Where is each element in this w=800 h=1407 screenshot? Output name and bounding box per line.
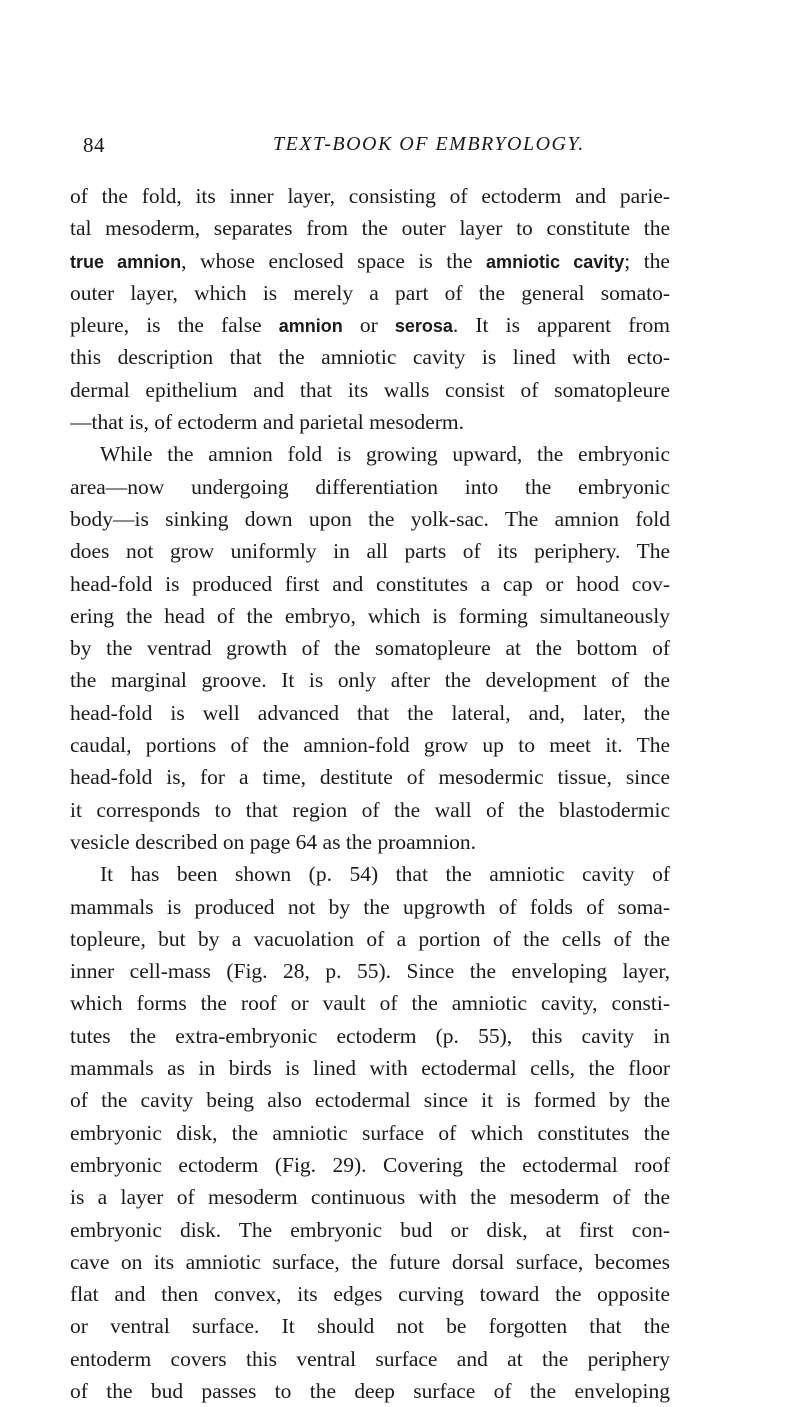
text-line: true amnion, whose enclosed space is the amniotic cavity; the: [70, 248, 670, 273]
text-line: area—now undergoing differentiation into the embryonic: [70, 474, 670, 499]
page-number: 84: [83, 133, 105, 157]
text-line: the marginal groove. It is only after the development of the: [70, 668, 670, 693]
text-line: or ventral surface. It should not be forgotten that the: [70, 1314, 670, 1339]
text-line: embryonic ectoderm (Fig. 29). Covering the ectodermal roof: [70, 1152, 670, 1177]
text-line: topleure, but by a vacuolation of a portion of the cells of the: [70, 926, 670, 951]
text-line: it corresponds to that region of the wall of the blastodermic: [70, 797, 670, 822]
text-line: ering the head of the embryo, which is forming simultaneously: [70, 603, 670, 628]
text-line: mammals as in birds is lined with ectodermal cells, the floor: [70, 1056, 670, 1081]
text-line: embryonic disk, the amniotic surface of which constitutes the: [70, 1120, 670, 1145]
term-true-amnion: true amnion: [70, 251, 182, 272]
text-line: caudal, portions of the amnion-fold grow up to meet it. The: [70, 733, 670, 758]
text-line: of the cavity being also ectodermal since it is formed by the: [70, 1088, 670, 1113]
text-line: dermal epithelium and that its walls consist of somatopleure: [70, 377, 670, 402]
text-line: head-fold is produced first and constitutes a cap or hood cov-: [70, 571, 670, 596]
text-line: embryonic disk. The embryonic bud or disk, at first con-: [70, 1217, 670, 1242]
text-line: While the amnion fold is growing upward, the embryonic: [100, 442, 670, 467]
text-line: flat and then convex, its edges curving toward the opposite: [70, 1282, 670, 1307]
text-line: is a layer of mesoderm continuous with the mesoderm of the: [70, 1185, 670, 1210]
text-line: entoderm covers this ventral surface and at the periphery: [70, 1346, 670, 1371]
term-amniotic-cavity: amniotic cavity: [486, 251, 625, 272]
text-line: of the bud passes to the deep surface of the enveloping: [70, 1378, 670, 1403]
text-line: which forms the roof or vault of the amniotic cavity, consti-: [70, 991, 670, 1016]
text-line: head-fold is, for a time, destitute of mesodermic tissue, since: [70, 765, 670, 790]
text-line: tal mesoderm, separates from the outer layer to constitute the: [70, 216, 670, 241]
text-line: —that is, of ectoderm and parietal mesoderm.: [70, 410, 465, 435]
running-head: [83, 133, 703, 163]
text-line: tutes the extra-embryonic ectoderm (p. 55), this cavity in: [70, 1023, 670, 1048]
body-text: [70, 180, 670, 1407]
text-line: this description that the amniotic cavity is lined with ecto-: [70, 345, 670, 370]
text-line: vesicle described on page 64 as the proamnion.: [70, 829, 476, 854]
text-line: body—is sinking down upon the yolk-sac. The amnion fold: [70, 506, 670, 531]
text-line: cave on its amniotic surface, the future dorsal surface, becomes: [70, 1249, 670, 1274]
text-line: outer layer, which is merely a part of the general somato-: [70, 280, 670, 305]
text-line: does not grow uniformly in all parts of its periphery. The: [70, 539, 670, 564]
text-line: It has been shown (p. 54) that the amniotic cavity of: [100, 862, 670, 887]
text-line: inner cell-mass (Fig. 28, p. 55). Since the enveloping layer,: [70, 959, 670, 984]
term-serosa: serosa: [394, 316, 453, 337]
text-line: of the fold, its inner layer, consisting of ectoderm and parie-: [70, 184, 670, 208]
text-line: head-fold is well advanced that the lateral, and, later, the: [70, 700, 670, 725]
running-title: TEXT-BOOK OF EMBRYOLOGY.: [273, 133, 585, 155]
text-line: by the ventrad growth of the somatopleure at the bottom of: [70, 636, 670, 661]
term-amnion: amnion: [278, 316, 343, 337]
text-line: mammals is produced not by the upgrowth of folds of soma-: [70, 894, 670, 919]
text-line: pleure, is the false amnion or serosa. It is apparent from: [70, 313, 670, 338]
